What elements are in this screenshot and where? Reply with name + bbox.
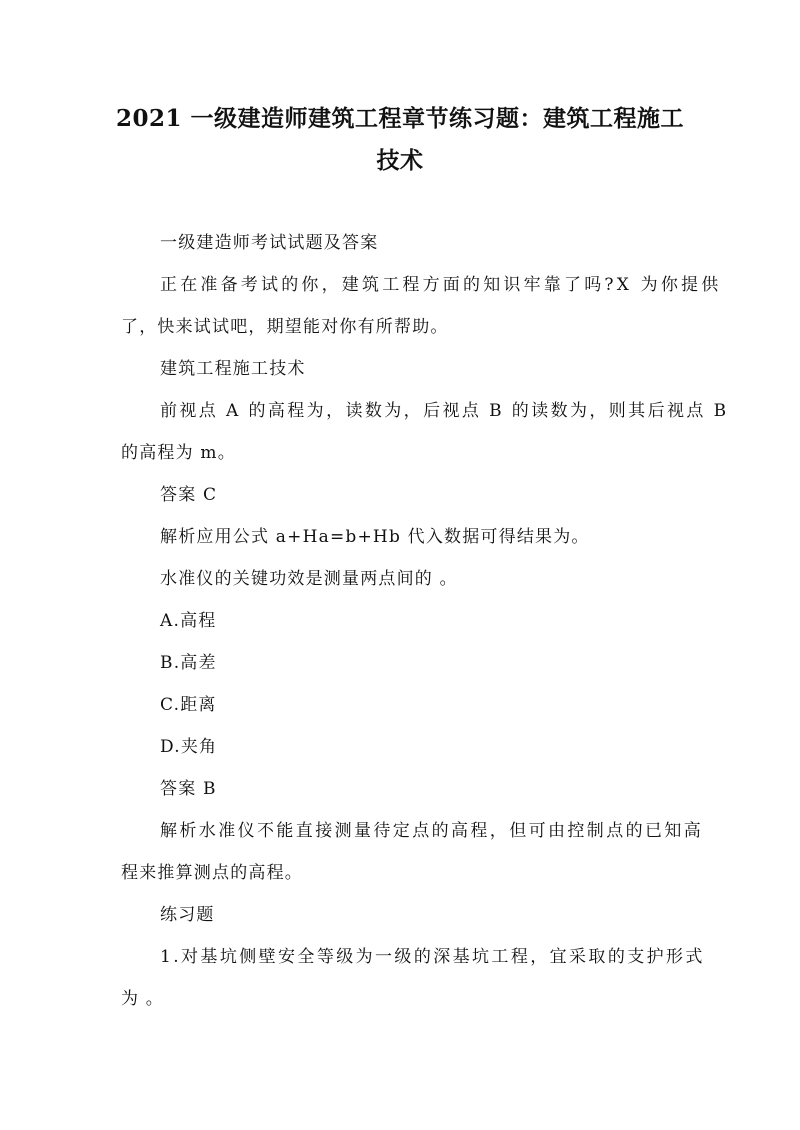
answer-2: 答案 B bbox=[160, 779, 217, 799]
section-heading-exam-answers: 一级建造师考试试题及答案 bbox=[160, 233, 379, 253]
question-1-line-2: 的高程为 m。 bbox=[121, 443, 236, 463]
analysis-2-line-1: 解析水准仪不能直接测量待定点的高程，但可由控制点的已知高 bbox=[160, 821, 704, 841]
document-title-line-2: 技术 bbox=[376, 147, 424, 174]
analysis-2-line-2: 程来推算测点的高程。 bbox=[121, 863, 303, 883]
document-title-line-1: 2021 一级建造师建筑工程章节练习题：建筑工程施工 bbox=[115, 105, 685, 132]
answer-1: 答案 C bbox=[160, 485, 218, 505]
intro-paragraph-line-1: 正在准备考试的你，建筑工程方面的知识牢靠了吗?X 为你提供 bbox=[160, 275, 722, 295]
option-b: B.高差 bbox=[160, 653, 217, 673]
question-2: 水准仪的关键功效是测量两点间的 。 bbox=[160, 569, 458, 589]
section-heading-construction-technique: 建筑工程施工技术 bbox=[160, 359, 306, 379]
exercise-1-line-2: 为 。 bbox=[121, 989, 165, 1009]
option-d: D.夹角 bbox=[160, 737, 218, 757]
question-1-line-1: 前视点 A 的高程为，读数为，后视点 B 的读数为，则其后视点 B bbox=[160, 401, 729, 421]
exercise-1-line-1: 1.对基坑侧壁安全等级为一级的深基坑工程，宜采取的支护形式 bbox=[160, 947, 705, 967]
option-c: C.距离 bbox=[160, 695, 217, 715]
section-heading-exercises: 练习题 bbox=[160, 905, 215, 925]
analysis-1: 解析应用公式 a+Ha=b+Hb 代入数据可得结果为。 bbox=[160, 527, 590, 547]
option-a: A.高程 bbox=[160, 611, 217, 631]
intro-paragraph-line-2: 了，快来试试吧，期望能对你有所帮助。 bbox=[121, 317, 449, 337]
